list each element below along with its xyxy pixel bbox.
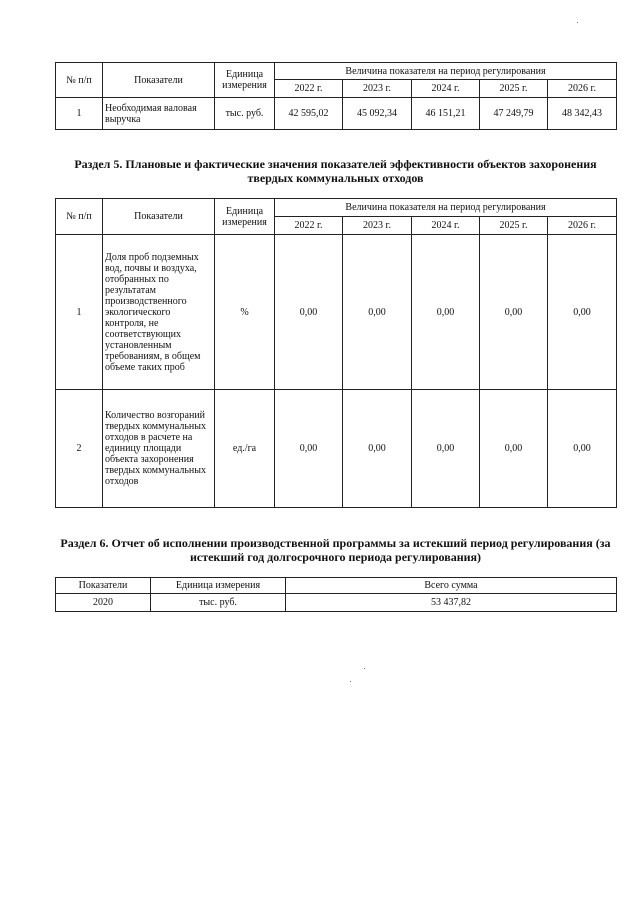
header-period: Величина показателя на период регулирования [275, 199, 617, 217]
row-indicator: 2020 [56, 594, 151, 612]
row-unit: тыс. руб. [215, 98, 275, 130]
header-num: № п/п [56, 63, 103, 98]
header-unit: Единица измерения [215, 199, 275, 235]
header-year: 2023 г. [343, 80, 412, 98]
header-year: 2023 г. [343, 217, 412, 235]
table-row [56, 594, 617, 612]
header-year: 2024 г. [412, 80, 480, 98]
header-indicators: Показатели [103, 63, 215, 98]
gross-revenue-table [55, 62, 617, 130]
table-row [56, 98, 617, 130]
row-value: 0,00 [343, 235, 412, 390]
header-year: 2026 г. [548, 217, 617, 235]
header-unit: Единица измерения [215, 63, 275, 98]
row-unit: % [215, 235, 275, 390]
section-5-title: Раздел 5. Плановые и фактические значения показателей эффективности объектов захоронения твердых коммунальных отходов [74, 157, 597, 185]
header-unit: Единица измерения [151, 578, 286, 594]
program-report-table [55, 577, 617, 612]
header-year: 2022 г. [275, 80, 343, 98]
row-unit: ед./га [215, 390, 275, 508]
row-value: 45 092,34 [343, 98, 412, 130]
table-row [56, 390, 617, 508]
row-num: 2 [56, 390, 103, 508]
scan-speck [350, 681, 351, 682]
scan-speck [364, 668, 365, 669]
scan-speck [577, 22, 578, 23]
row-value: 0,00 [548, 390, 617, 508]
header-period: Величина показателя на период регулирования [275, 63, 617, 80]
row-value: 0,00 [275, 390, 343, 508]
row-value: 46 151,21 [412, 98, 480, 130]
row-indicator: Количество возгораний твердых коммунальных отходов в расчете на единицу площади объекта захоронения твердых коммунальных отходов [103, 390, 215, 508]
header-total: Всего сумма [286, 578, 617, 594]
section-6-title: Раздел 6. Отчет об исполнении производственной программы за истекший период регулирования (за истекший год долгосрочного периода регулирования) [60, 536, 611, 564]
row-value: 0,00 [548, 235, 617, 390]
row-value: 42 595,02 [275, 98, 343, 130]
row-unit: тыс. руб. [151, 594, 286, 612]
header-indicators: Показатели [103, 199, 215, 235]
header-indicators: Показатели [56, 578, 151, 594]
row-value: 0,00 [480, 235, 548, 390]
table-row [56, 235, 617, 390]
row-value: 0,00 [343, 390, 412, 508]
row-value: 47 249,79 [480, 98, 548, 130]
row-value: 48 342,43 [548, 98, 617, 130]
header-year: 2025 г. [480, 217, 548, 235]
row-value: 0,00 [275, 235, 343, 390]
header-year: 2022 г. [275, 217, 343, 235]
row-value: 0,00 [412, 390, 480, 508]
row-total: 53 437,82 [286, 594, 617, 612]
row-indicator: Необходимая валовая выручка [103, 98, 215, 130]
row-value: 0,00 [412, 235, 480, 390]
efficiency-indicators-table [55, 198, 617, 508]
row-indicator: Доля проб подземных вод, почвы и воздуха, отобранных по результатам производственного экологического контроля, не соответствующих установленным требованиям, в общем объеме таких проб [103, 235, 215, 390]
row-num: 1 [56, 235, 103, 390]
header-year: 2025 г. [480, 80, 548, 98]
row-num: 1 [56, 98, 103, 130]
row-value: 0,00 [480, 390, 548, 508]
header-year: 2024 г. [412, 217, 480, 235]
header-num: № п/п [56, 199, 103, 235]
header-year: 2026 г. [548, 80, 617, 98]
